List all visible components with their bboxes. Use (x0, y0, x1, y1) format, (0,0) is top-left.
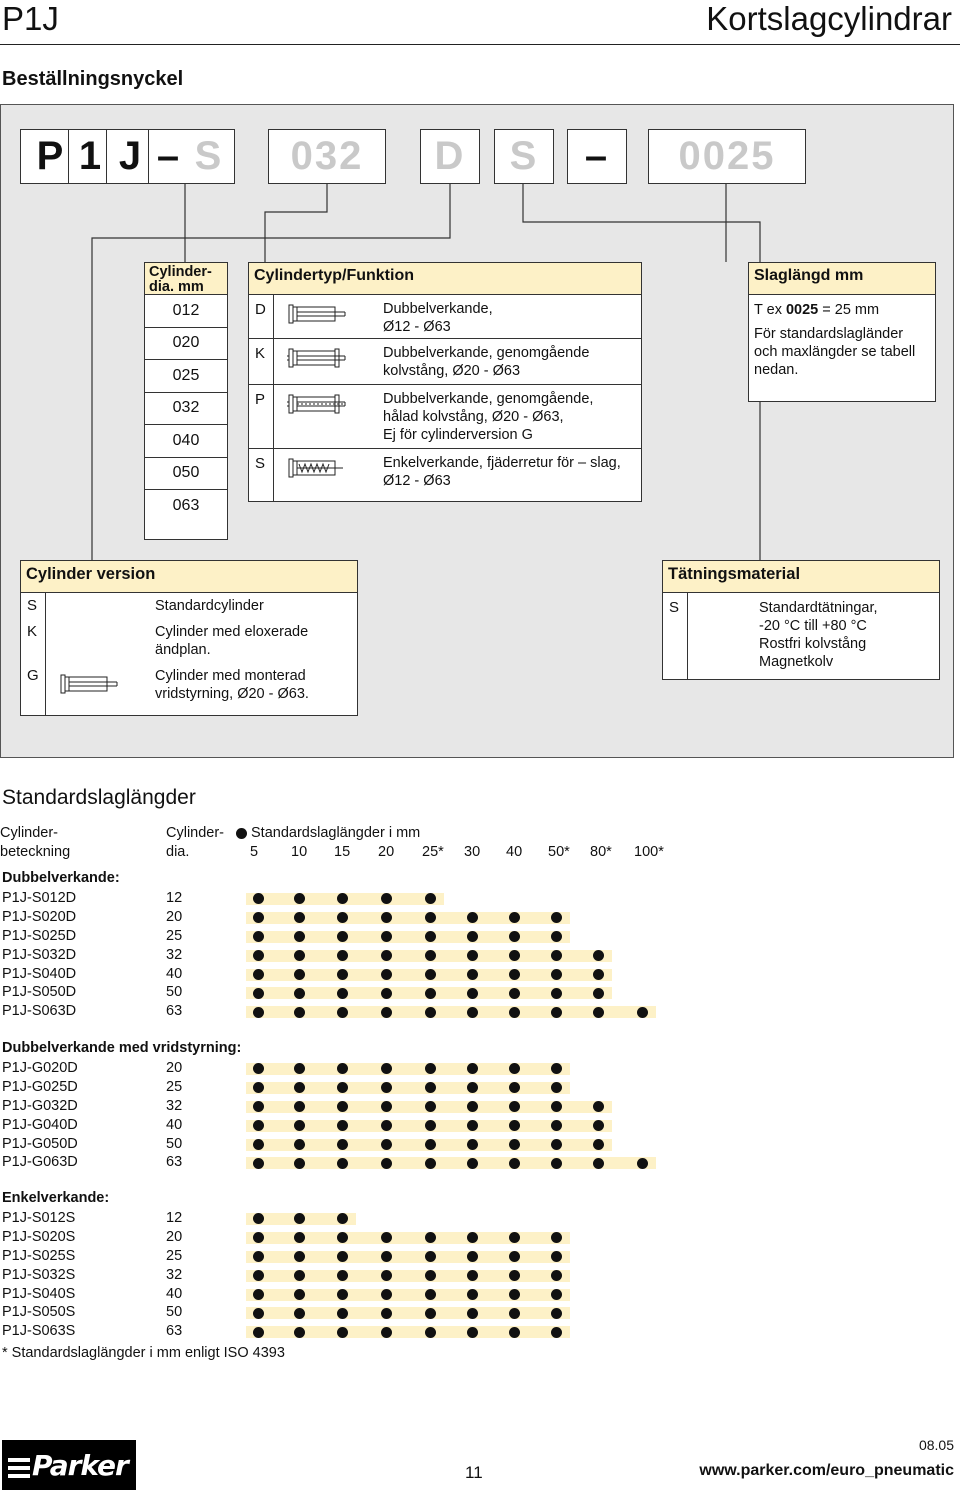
stroke-available-dot (509, 1158, 520, 1169)
group-heading: Dubbelverkande: (2, 870, 120, 886)
cylinder-designation: P1J-G050D (2, 1135, 78, 1152)
version-code: K (27, 623, 38, 640)
version-panel-head: Cylinder version (21, 561, 357, 593)
type-icon-wrap (287, 455, 377, 486)
cylinder-diameter: 40 (166, 1116, 183, 1133)
stroke-available-dot (509, 988, 520, 999)
code-digit: 0 (702, 134, 727, 178)
stroke-available-dot (253, 1007, 264, 1018)
cylinder-designation: P1J-S032S (2, 1266, 76, 1283)
cylinder-diameter: 12 (166, 1209, 183, 1226)
stroke-available-dot (294, 1139, 305, 1150)
stroke-available-dot (467, 1158, 478, 1169)
cylinder-designation: P1J-S020D (2, 908, 77, 925)
stroke-available-dot (593, 988, 604, 999)
type-code: K (255, 345, 266, 362)
code-digit: 2 (727, 134, 752, 178)
stroke-available-dot (425, 1327, 436, 1338)
type-icon-wrap (287, 391, 377, 422)
stroke-available-dot (467, 1308, 478, 1319)
version-code: G (27, 667, 39, 684)
code-digit: 2 (339, 134, 364, 178)
version-divider (45, 593, 46, 715)
diameter-list (145, 295, 227, 523)
version-text: Cylinder med eloxerade ändplan. (155, 624, 309, 658)
cylinder-diameter: 63 (166, 1003, 183, 1020)
page-header-right: Kortslagcylindrar (706, 0, 952, 37)
code-letter: 1 (78, 134, 104, 178)
cylinder-diameter: 32 (166, 946, 183, 963)
cylinder-diameter: 63 (166, 1154, 183, 1171)
strokes-title: Standardslaglängder (2, 786, 196, 809)
stroke-available-dot (551, 1289, 562, 1300)
diameter-panel (144, 262, 228, 540)
stroke-available-dot (467, 1139, 478, 1150)
code-dash: – (156, 134, 182, 178)
stroke-available-dot (425, 1158, 436, 1169)
cylinder-designation: P1J-G025D (2, 1078, 78, 1095)
stroke-available-dot (253, 1289, 264, 1300)
code-dash: – (584, 134, 610, 178)
cylinder-diameter: 20 (166, 908, 183, 925)
cylinder-diameter: 20 (166, 1059, 183, 1076)
cylinder-designation: P1J-G040D (2, 1116, 78, 1133)
length-header: 10 (291, 844, 308, 860)
stroke-available-dot (509, 1289, 520, 1300)
cylinder-designation: P1J-G063D (2, 1154, 78, 1171)
stroke-available-dot (509, 1308, 520, 1319)
code-digit: 0 (678, 134, 703, 178)
stroke-available-dot (337, 1139, 348, 1150)
stroke-available-dot (593, 1139, 604, 1150)
stroke-available-dot (425, 988, 436, 999)
double-acting-cylinder-icon (59, 671, 149, 697)
stroke-available-dot (337, 988, 348, 999)
cylinder-diameter: 63 (166, 1323, 183, 1340)
seal-panel-head: Tätningsmaterial (663, 561, 939, 593)
stroke-available-dot (637, 1158, 648, 1169)
cylinder-diameter: 12 (166, 889, 183, 906)
version-code: S (27, 597, 38, 614)
stroke-available-dot (253, 988, 264, 999)
length-header: 40 (506, 844, 523, 860)
length-header: 80* (590, 844, 612, 860)
parker-logo-text: Parker (32, 1449, 128, 1482)
stroke-available-dot (551, 1007, 562, 1018)
stroke-available-dot (551, 1308, 562, 1319)
code-letter: J (118, 134, 144, 178)
diameter-option: 025 (145, 360, 227, 393)
legend-text: Standardslaglängder i mm (251, 825, 421, 841)
cylinder-diameter: 32 (166, 1097, 183, 1114)
cylinder-designation: P1J-S012D (2, 889, 77, 906)
code-digit: 0 (290, 134, 315, 178)
type-text: Dubbelverkande, genomgående kolvstång, Ø20 - Ø63 (383, 345, 590, 379)
double-acting-cylinder-icon (287, 301, 377, 327)
type-code: P (255, 391, 266, 408)
stroke-available-dot (294, 1158, 305, 1169)
stroke-note: För standardslagländer och maxlängder se tabell nedan. (754, 326, 916, 378)
stroke-available-dot (381, 1308, 392, 1319)
stroke-available-dot (337, 1158, 348, 1169)
footer-date: 08.05 (918, 1437, 954, 1453)
seal-text: Standardtätningar, -20 °C till +80 °C Rostfri kolvstång Magnetkolv (759, 600, 878, 670)
stroke-available-dot (425, 969, 436, 980)
cylinder-designation: P1J-S050D (2, 984, 77, 1001)
cylinder-diameter: 40 (166, 1285, 183, 1302)
stroke-available-dot (593, 1007, 604, 1018)
stroke-available-dot (294, 1308, 305, 1319)
cylinder-designation: P1J-S025S (2, 1247, 76, 1264)
length-header: 5 (250, 844, 259, 860)
col-head-designation: Cylinder- beteckning (0, 825, 71, 860)
length-header: 50* (548, 844, 570, 860)
cylinder-designation: P1J-S020S (2, 1228, 76, 1245)
stroke-available-dot (253, 969, 264, 980)
version-text: Cylinder med monterad vridstyrning, Ø20 - Ø63. (155, 668, 309, 702)
cylinder-diameter: 50 (166, 1304, 183, 1321)
stroke-available-dot (509, 1139, 520, 1150)
stroke-available-dot (337, 1007, 348, 1018)
stroke-available-dot (467, 969, 478, 980)
type-text: Enkelverkande, fjäderretur för – slag, Ø12 - Ø63 (383, 455, 621, 489)
cylinder-diameter: 50 (166, 1135, 183, 1152)
connector-type (265, 184, 327, 262)
stroke-available-dot (637, 1007, 648, 1018)
type-row (249, 295, 641, 339)
order-key-title: Beställningsnyckel (2, 68, 184, 90)
stroke-available-dot (551, 969, 562, 980)
type-code: D (255, 301, 266, 318)
stroke-available-dot (425, 1289, 436, 1300)
stroke-available-dot (381, 1139, 392, 1150)
stroke-available-dot (425, 1308, 436, 1319)
cylinder-designation: P1J-G032D (2, 1097, 78, 1114)
stroke-available-dot (337, 1308, 348, 1319)
length-header: 25* (422, 844, 444, 860)
stroke-available-dot (467, 1007, 478, 1018)
stroke-available-dot (509, 1007, 520, 1018)
code-letter: S (509, 134, 539, 178)
stroke-available-dot (253, 1139, 264, 1150)
diameter-panel-head: Cylinder- dia. mm (145, 263, 227, 295)
stroke-available-dot (593, 969, 604, 980)
stroke-available-dot (337, 1327, 348, 1338)
type-row (249, 449, 641, 501)
code-digit: 5 (751, 134, 776, 178)
stroke-available-dot (337, 969, 348, 980)
spring-return-cylinder-icon (287, 455, 377, 481)
stroke-available-dot (294, 1327, 305, 1338)
seal-panel (662, 560, 940, 680)
stroke-available-dot (294, 1007, 305, 1018)
stroke-available-dot (467, 1327, 478, 1338)
stroke-available-dot (253, 1158, 264, 1169)
group-heading: Dubbelverkande med vridstyrning: (2, 1040, 242, 1056)
parker-logo (2, 1440, 136, 1490)
length-header: 100* (634, 844, 664, 860)
stroke-example-suffix: = 25 mm (818, 302, 880, 318)
hollow-rod-cylinder-icon (287, 391, 377, 417)
type-panel-head: Cylindertyp/Funktion (249, 263, 641, 295)
length-header: 30 (464, 844, 481, 860)
version-text: Standardcylinder (155, 598, 264, 614)
stroke-available-dot (551, 1327, 562, 1338)
stroke-available-dot (509, 1327, 520, 1338)
diameter-option: 040 (145, 425, 227, 458)
cylinder-designation: P1J-S063D (2, 1003, 77, 1020)
type-row (249, 385, 641, 449)
stroke-available-dot (551, 1139, 562, 1150)
through-rod-cylinder-icon (287, 345, 377, 371)
cylinder-diameter: 32 (166, 1266, 183, 1283)
length-header: 15 (334, 844, 351, 860)
col-head-diameter: Cylinder- dia. (166, 825, 225, 860)
code-letter: S (194, 134, 224, 178)
stroke-available-dot (425, 1007, 436, 1018)
footer-url[interactable]: www.parker.com/euro_pneumatic (699, 1462, 954, 1479)
cylinder-diameter: 20 (166, 1228, 183, 1245)
cylinder-diameter: 50 (166, 984, 183, 1001)
type-text: Dubbelverkande, genomgående, hålad kolvstång, Ø20 - Ø63, Ej för cylinderversion G (383, 391, 594, 443)
stroke-example-prefix: T ex (754, 302, 786, 318)
cylinder-designation: P1J-S050S (2, 1304, 76, 1321)
diameter-option: 063 (172, 497, 200, 515)
stroke-available-dot (551, 988, 562, 999)
type-code: S (255, 455, 266, 472)
legend-dot-icon (236, 828, 247, 839)
code-digit: 3 (314, 134, 340, 178)
stroke-available-dot (381, 1007, 392, 1018)
cylinder-designation: P1J-S012S (2, 1209, 76, 1226)
stroke-available-dot (381, 988, 392, 999)
stroke-example-code: 0025 (785, 302, 819, 318)
code-letter: D (434, 134, 466, 178)
type-text: Dubbelverkande, Ø12 - Ø63 (383, 301, 493, 335)
stroke-available-dot (467, 1289, 478, 1300)
stroke-available-dot (593, 1158, 604, 1169)
group-heading: Enkelverkande: (2, 1190, 110, 1206)
type-icon-wrap (287, 301, 377, 332)
stroke-available-dot (381, 1327, 392, 1338)
cylinder-diameter: 25 (166, 927, 183, 944)
stroke-available-dot (425, 1139, 436, 1150)
stroke-available-dot (337, 1289, 348, 1300)
stroke-available-dot (381, 1158, 392, 1169)
diameter-option: 012 (145, 295, 227, 328)
stroke-available-dot (294, 1289, 305, 1300)
stroke-available-dot (509, 969, 520, 980)
page-number: 11 (465, 1463, 483, 1482)
stroke-available-dot (294, 988, 305, 999)
diameter-option: 032 (145, 393, 227, 426)
stroke-example (749, 295, 935, 319)
cylinder-designation: P1J-S063S (2, 1323, 76, 1340)
stroke-panel-head: Slaglängd mm (749, 263, 935, 295)
cylinder-designation: P1J-S040S (2, 1285, 76, 1302)
footnote: * Standardslaglängder i mm enligt ISO 4393 (2, 1345, 285, 1361)
type-panel (248, 262, 642, 502)
code-letter: P (36, 134, 66, 178)
cylinder-designation: P1J-S032D (2, 946, 77, 963)
seal-divider (687, 593, 688, 679)
cylinder-designation: P1J-G020D (2, 1059, 78, 1076)
stroke-available-dot (381, 969, 392, 980)
cylinder-designation: P1J-S040D (2, 965, 77, 982)
type-icon-wrap (287, 345, 377, 376)
cylinder-designation: P1J-S025D (2, 927, 77, 944)
cylinder-diameter: 25 (166, 1247, 183, 1264)
stroke-panel (748, 262, 936, 402)
cylinder-diameter: 25 (166, 1078, 183, 1095)
stroke-available-dot (253, 1327, 264, 1338)
page-header-left: P1J (2, 0, 59, 37)
diameter-option: 020 (145, 328, 227, 361)
guided-cylinder-icon (59, 671, 149, 702)
cylinder-diameter: 40 (166, 965, 183, 982)
type-row (249, 339, 641, 385)
stroke-available-dot (294, 969, 305, 980)
stroke-available-dot (253, 1308, 264, 1319)
stroke-available-dot (467, 988, 478, 999)
length-header: 20 (378, 844, 395, 860)
stroke-available-dot (381, 1289, 392, 1300)
seal-code: S (669, 599, 680, 616)
stroke-available-dot (551, 1158, 562, 1169)
diameter-option: 050 (145, 458, 227, 491)
version-panel (20, 560, 358, 716)
